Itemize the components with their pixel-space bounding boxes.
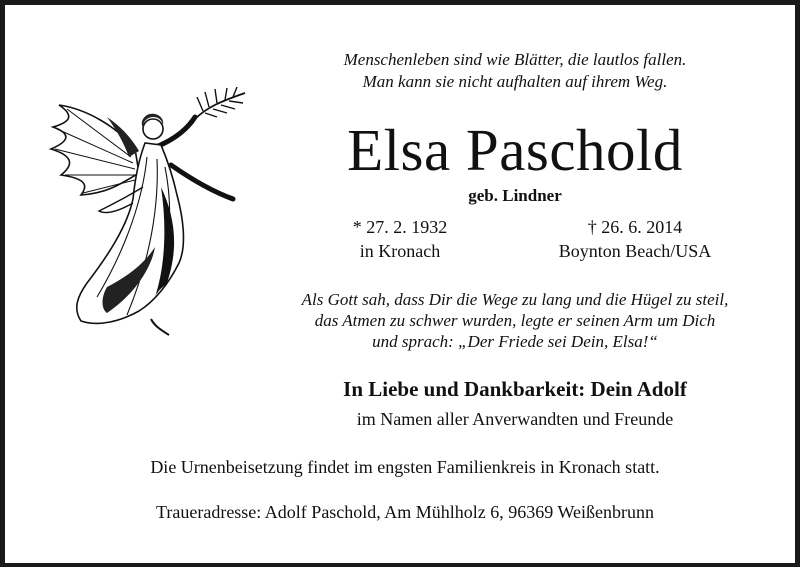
mourning-address: Traueradresse: Adolf Paschold, Am Mühlholz 6, 96369 Weißenbrunn (156, 502, 654, 522)
verse-line: das Atmen zu schwer wurden, legte er seinen Arm um Dich (314, 311, 716, 330)
verse-line: und sprach: „Der Friede sei Dein, Elsa!“ (372, 332, 658, 351)
memorial-verse (255, 289, 775, 352)
birth-name: geb. Lindner (468, 186, 562, 205)
birth-date: * 27. 2. 1932 (352, 217, 448, 237)
signoff-heading: In Liebe und Dankbarkeit: Dein Adolf (343, 377, 687, 401)
signoff-subline: im Namen aller Anverwandten und Freunde (356, 409, 674, 429)
birth-place: in Kronach (359, 241, 441, 261)
epigraph-quote (305, 49, 725, 93)
death-place: Boynton Beach/USA (558, 241, 712, 261)
deceased-name: Elsa Paschold (347, 117, 683, 183)
epigraph-line: Man kann sie nicht aufhalten auf ihrem Weg. (362, 72, 668, 91)
burial-note: Die Urnenbeisetzung findet im engsten Familienkreis in Kronach statt. (150, 457, 660, 477)
death-info (525, 215, 745, 263)
death-date: † 26. 6. 2014 (587, 217, 683, 237)
birth-info (325, 215, 475, 263)
epigraph-line: Menschenleben sind wie Blätter, die lautlos fallen. (343, 50, 687, 69)
verse-line: Als Gott sah, dass Dir die Wege zu lang und die Hügel zu steil, (301, 290, 729, 309)
angel-with-palm-branch-icon (47, 87, 257, 342)
